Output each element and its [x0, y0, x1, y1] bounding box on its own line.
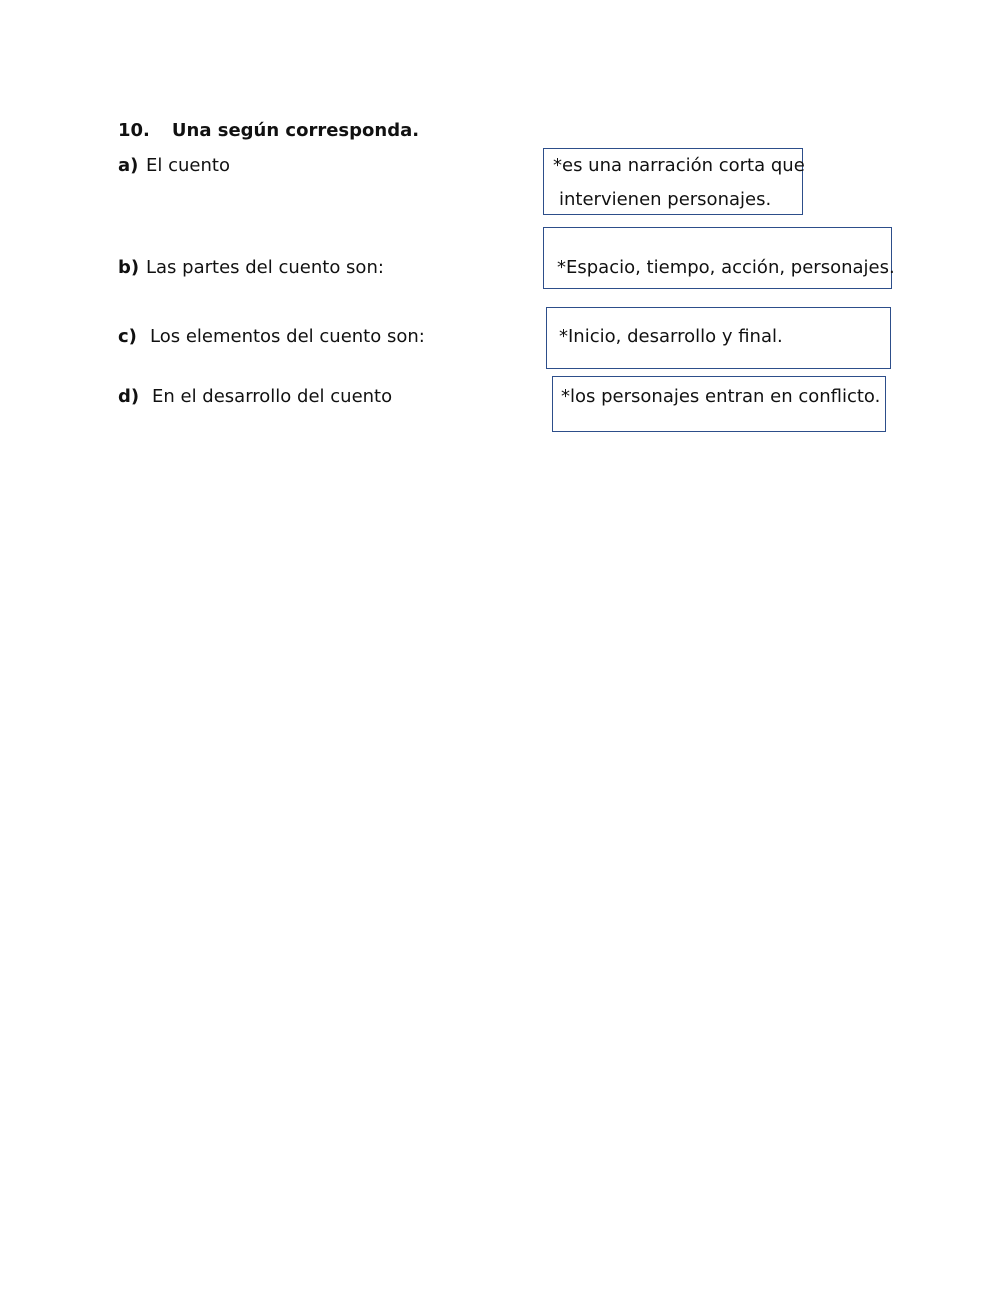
prompt-b: [118, 257, 384, 278]
prompt-a: [118, 155, 230, 176]
prompt-text: El cuento: [146, 155, 230, 176]
prompt-letter: a): [118, 155, 139, 176]
answer-text: intervienen personajes.: [559, 189, 772, 210]
prompt-c: [118, 326, 425, 347]
exercise-instruction: Una según corresponda.: [171, 120, 420, 141]
prompt-letter: b): [118, 257, 140, 278]
exercise-title: [118, 120, 419, 141]
prompt-text: Los elementos del cuento son:: [150, 326, 425, 347]
answer-text: *Espacio, tiempo, acción, personajes.: [557, 257, 895, 278]
exercise-number: 10.: [118, 120, 150, 141]
answer-box-3[interactable]: [546, 307, 891, 369]
answer-text: *los personajes entran en conflicto.: [561, 386, 881, 407]
prompt-letter: c): [118, 326, 137, 347]
answer-box-2[interactable]: [543, 227, 895, 289]
prompt-text: Las partes del cuento son:: [146, 257, 384, 278]
answer-box-4[interactable]: [552, 376, 886, 432]
prompt-d: [118, 386, 392, 407]
answer-text: *Inicio, desarrollo y final.: [559, 326, 783, 347]
answer-box-1[interactable]: [543, 148, 803, 215]
prompt-letter: d): [118, 386, 140, 407]
prompt-text: En el desarrollo del cuento: [152, 386, 393, 407]
answer-text: *es una narración corta que: [553, 155, 805, 176]
